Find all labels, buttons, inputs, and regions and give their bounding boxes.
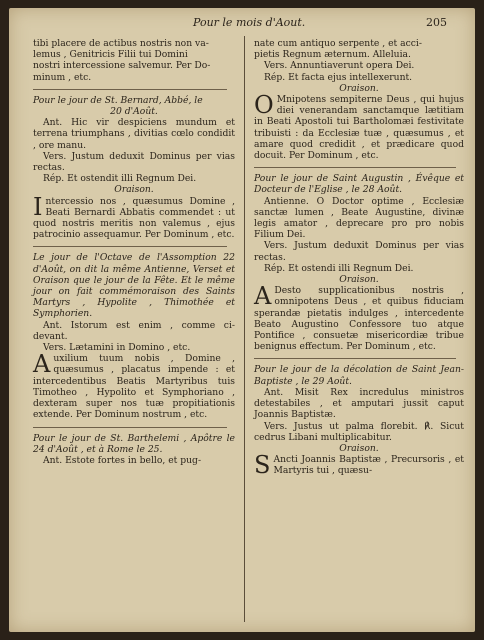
drop-cap: S [254,451,271,480]
versicle: Vers. Justum deduxit Dominus per vias rectas. [33,150,235,174]
right-column [254,38,464,480]
prayer-text: ntercessio nos , quæsumus Domine , Beati Bernardi Abbatis commendet : ut quod nostris meritis non valemus , ejus patrocinio assequamur. Per Dominum , etc. [33,195,235,241]
drop-cap: O [254,91,274,120]
section-date: 20 d'Août. [110,106,158,118]
antiphon: Antienne. O Doctor optime , Ecclesiæ sanctæ lumen , Beate Augustine, divinæ legis amator , deprecare pro pro nobis Filium Dei. [254,195,464,241]
drop-cap: A [33,350,51,379]
text-line: nate cum antiquo serpente , et acci- [254,38,422,49]
oraison-label: Oraison. [339,82,379,94]
antiphon: Ant. Misit Rex incredulus ministros detestabiles , et amputari jussit caput Joannis Baptistæ. [254,386,464,421]
versicle: Vers. Justus ut palma florebit. ℟. Sicut cedrus Libani multiplicabitur. [254,420,464,443]
text-line: Rép. Et facta ejus intellexerunt. [264,71,413,83]
text-line: nostri intercessione salvemur. Per Do- [33,60,211,72]
header-title: Pour le mois d'Aout. [193,16,306,29]
prayer [33,350,235,421]
antiphon: Ant. Istorum est enim , comme ci-devant. [33,319,235,342]
section-heading: Pour le jour de la décolation de Saint Jean-Baptiste , le 29 Août. [254,364,464,387]
book-page [9,8,475,632]
section-divider [33,89,227,90]
section-heading: Le jour de l'Octave de l'Assomption 22 d'Août, on dit la même Antienne, Verset et Oraison que le jour de la Fête. Et le même jour on fait commémoraison des Saints Martyrs , Hypolite , Thimothée et Symphorien. [33,252,235,320]
section-divider [254,358,456,359]
section-divider [33,427,227,428]
page-number: 205 [426,16,447,29]
text-line: minum , etc. [33,71,92,83]
drop-cap: I [33,192,43,221]
column-divider [244,36,245,622]
prayer [254,91,464,162]
drop-cap: A [254,282,272,311]
prayer-text: Mnipotens sempiterne Deus , qui hujus diei venerandam sanctamque lætitiam in Beati Apostoli tui Bartholomæi festivitate tribuisti : da Ecclesiæ tuæ , quæsumus , et amare quod credidit , et prædicare quod docuit. Per Dominum , etc. [254,94,464,162]
text-line: tibi placere de actibus nostris non va- [33,38,209,49]
oraison-label: Oraison. [339,442,379,454]
oraison-label: Oraison. [339,274,379,286]
section-divider [33,246,227,247]
prayer-text: uxilium tuum nobis , Domine , quæsumus , placatus impende : et intercedentibus Beatis Martyribus tuis Timotheo , Hypolito et Symphoriano , dexteram super nos tuæ propitiationis extende. Per Dominum nostrum , etc. [33,353,235,421]
versicle: Vers. Justum deduxit Dominus per vias rectas. [254,240,464,263]
text-line: pietis Regnum æternum. Alleluia. [254,49,411,61]
prayer [254,282,464,353]
oraison-label: Oraison. [114,184,154,196]
text-line: lemus , Genitricis Filii tui Domini [33,49,188,61]
antiphon: Ant. Estote fortes in bello, et pug- [43,454,202,466]
prayer-text: Desto supplicationibus nostris , omnipotens Deus , et quibus fiduciam sperandæ pietatis indulges , intercedente Beato Augustino Confessore tuo atque Pontifice , consuetæ misericordiæ tribue benignus effectum. Per Dominum , etc. [254,285,464,353]
versicle: Vers. Lætamini in Domino , etc. [43,342,191,354]
prayer [33,192,235,241]
prayer [254,451,464,480]
section-heading: Pour le jour de Saint Augustin , Évêque et Docteur de l'Eglise , le 28 Août. [254,173,464,196]
left-column [33,38,235,466]
response: Rép. Et ostendit illi Regnum Dei. [43,173,197,185]
text-line: Vers. Annuntiaverunt opera Dei. [264,60,415,72]
section-heading: Pour le jour de St. Bernard, Abbé, le [33,94,203,106]
prayer-text: Ancti Joannis Baptistæ , Precursoris , et Martyris tui , quæsu- [273,454,464,477]
running-header [169,16,459,32]
section-divider [254,167,456,168]
antiphon: Ant. Hic vir despiciens mundum et terrena triumphans , divitias cœlo condidit , ore manu. [33,117,235,151]
response: Rép. Et ostendi illi Regnum Dei. [264,262,414,274]
section-heading: Pour le jour de St. Barthelemi , Apôtre le 24 d'Août , et à Rome le 25. [33,432,235,455]
